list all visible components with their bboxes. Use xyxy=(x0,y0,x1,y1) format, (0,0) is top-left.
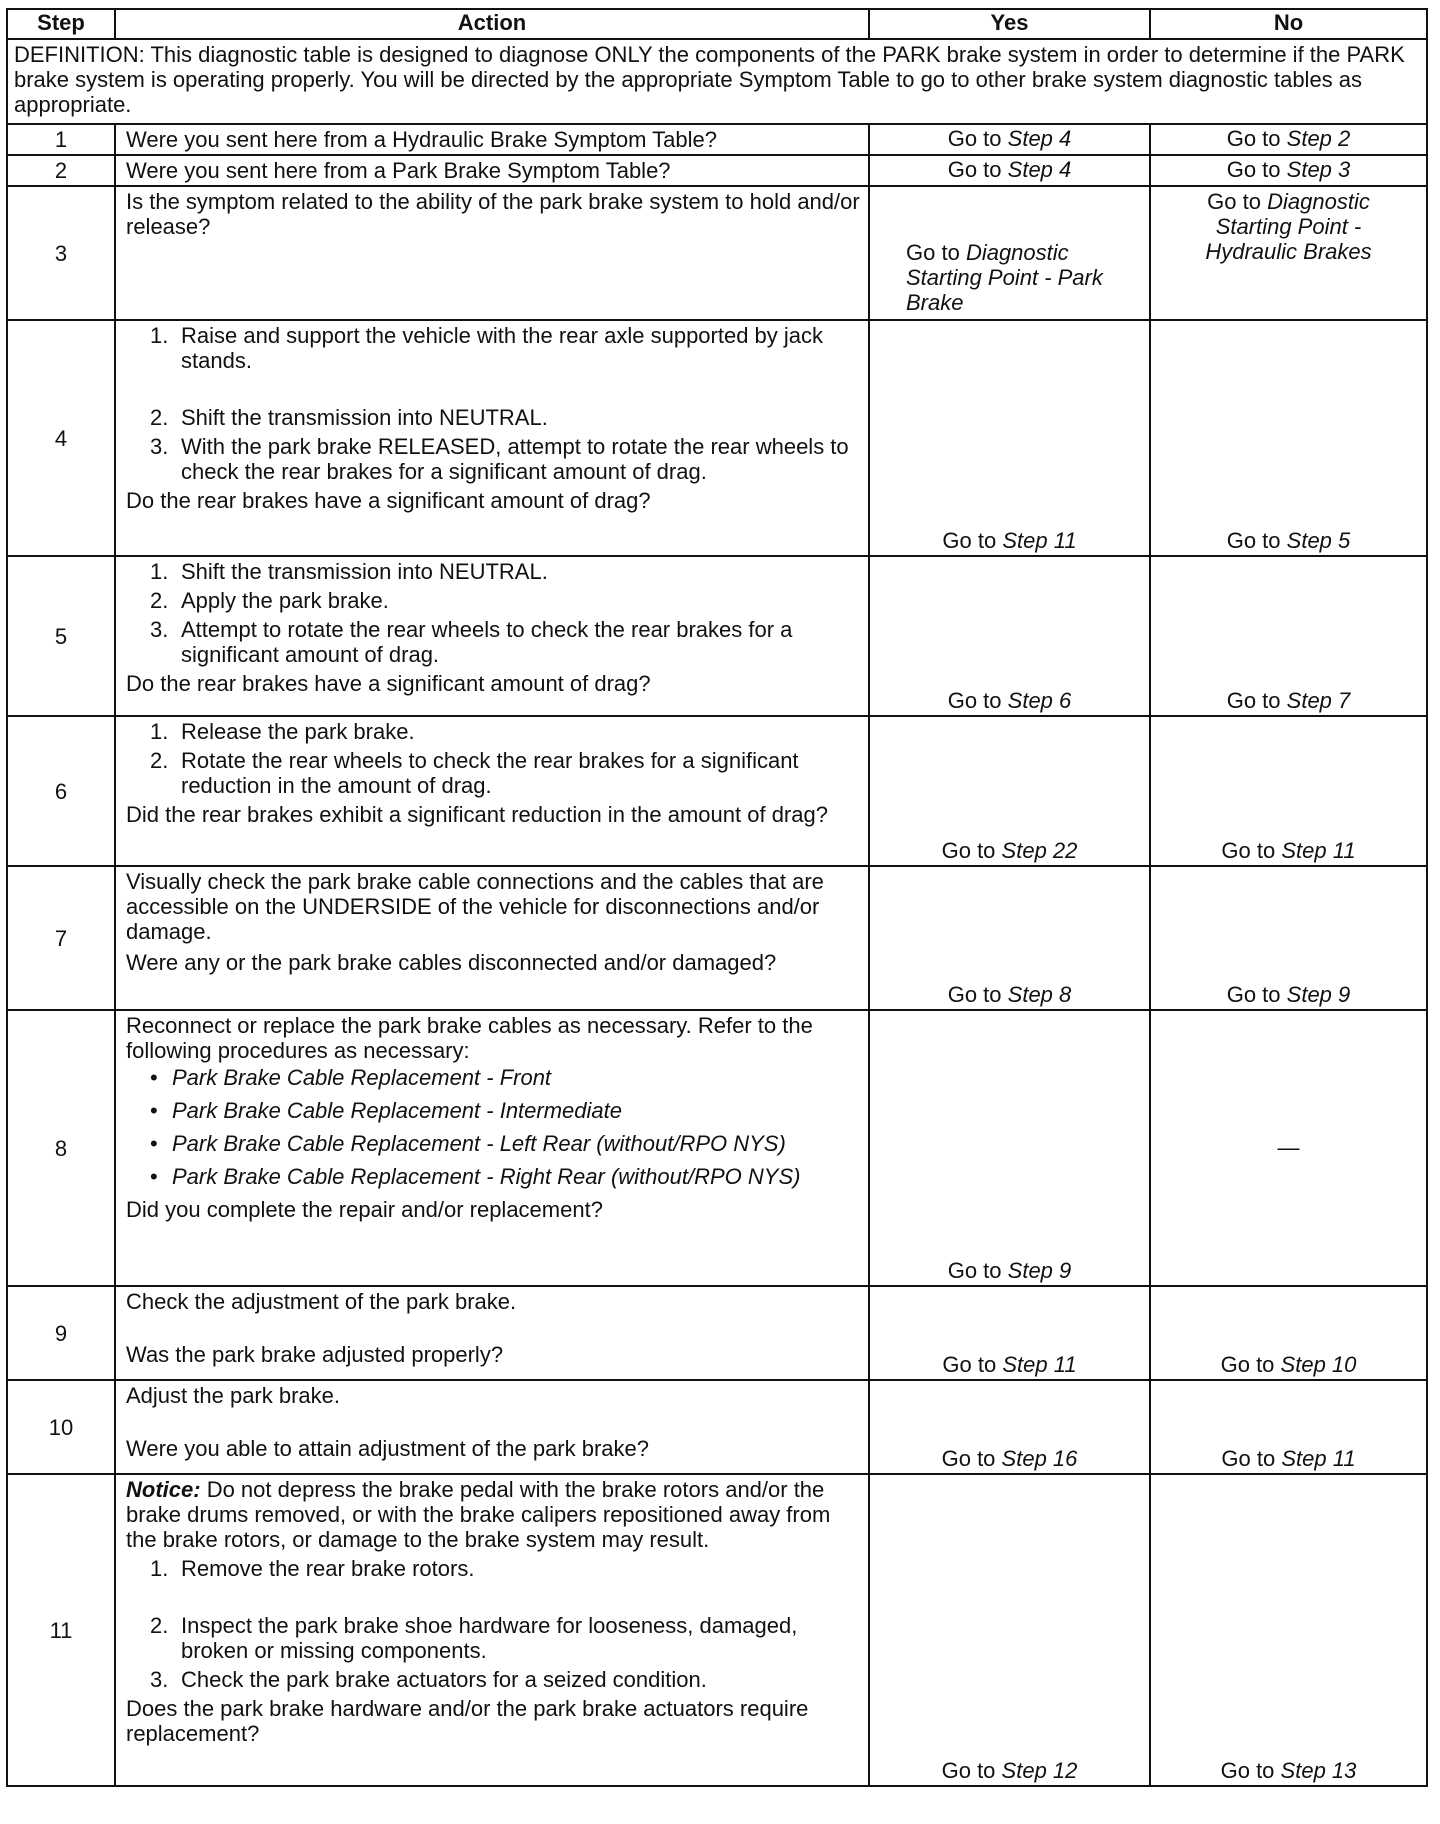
yes-result: Go to Step 8 xyxy=(869,866,1150,1010)
action-question: Do the rear brakes have a significant amount of drag? xyxy=(126,488,651,513)
list-item: 3. With the park brake RELEASED, attempt to rotate the rear wheels to check the rear brakes for a significant amount of drag. xyxy=(150,434,849,484)
definition-row xyxy=(7,39,1427,124)
procedure-reference-link[interactable]: • Park Brake Cable Replacement - Right Rear (without/RPO NYS) xyxy=(126,1164,860,1189)
action-question: Did the rear brakes exhibit a significant reduction in the amount of drag? xyxy=(126,802,828,827)
yes-step-link: Step 11 xyxy=(1002,528,1077,553)
table-row xyxy=(7,716,1427,866)
step-number: 1 xyxy=(7,124,115,155)
no-step-link: Step 3 xyxy=(1286,157,1351,182)
notice-label: Notice: xyxy=(126,1477,201,1502)
list-item: 2. Apply the park brake. xyxy=(150,588,389,613)
list-item: 1. Raise and support the vehicle with the rear axle supported by jack stands. xyxy=(150,323,824,373)
yes-step-link: Step 4 xyxy=(1007,126,1072,151)
step-number: 7 xyxy=(7,866,115,1010)
action-cell xyxy=(115,866,869,1010)
step-number: 4 xyxy=(7,320,115,556)
notice-text: Do not depress the brake pedal with the brake rotors and/or the brake drums removed, or with the brake calipers repositioned away from the brake rotors, or damage to the brake system may result. xyxy=(126,1477,831,1552)
yes-step-link: Step 11 xyxy=(1002,1352,1077,1377)
action-question: Were any or the park brake cables disconnected and/or damaged? xyxy=(126,950,777,975)
action-cell xyxy=(115,1380,869,1474)
step-number: 3 xyxy=(7,186,115,320)
step-number: 6 xyxy=(7,716,115,866)
yes-step-link: Step 4 xyxy=(1007,157,1072,182)
yes-step-link: Step 8 xyxy=(1007,982,1072,1007)
yes-result: Go to Step 4 xyxy=(869,155,1150,186)
no-step-link: Step 2 xyxy=(1286,126,1351,151)
procedure-reference-link[interactable]: • Park Brake Cable Replacement - Left Rear (without/RPO NYS) xyxy=(126,1131,860,1156)
yes-result: Go to Diagnostic Starting Point - Park Brake xyxy=(869,186,1150,320)
yes-step-link: Step 22 xyxy=(1001,838,1078,863)
procedure-list xyxy=(126,1556,860,1692)
header-no: No xyxy=(1150,9,1427,39)
table-row xyxy=(7,155,1427,186)
step-number: 9 xyxy=(7,1286,115,1380)
no-result: Go to Step 13 xyxy=(1150,1474,1427,1786)
procedure-reference-link[interactable]: • Park Brake Cable Replacement - Front xyxy=(126,1065,860,1090)
list-item: 1. Release the park brake. xyxy=(150,719,415,744)
no-step-link: Step 9 xyxy=(1286,982,1351,1007)
definition-text: DEFINITION: This diagnostic table is designed to diagnose ONLY the components of the PARK brake system in order to determine if the PARK brake system is operating properly. You will be directed by the appropriate Symptom Table to go to other brake system diagnostic tables as appropriate. xyxy=(7,39,1427,124)
no-step-link: Step 10 xyxy=(1280,1352,1357,1377)
no-result: Go to Step 5 xyxy=(1150,320,1427,556)
no-result: Go to Step 7 xyxy=(1150,556,1427,716)
procedure-list xyxy=(126,719,860,798)
action-instruction: Reconnect or replace the park brake cables as necessary. Refer to the following procedures as necessary: xyxy=(126,1013,813,1063)
no-result: Go to Step 2 xyxy=(1150,124,1427,155)
action-cell xyxy=(115,1474,869,1786)
list-item: 3. Check the park brake actuators for a seized condition. xyxy=(150,1667,707,1692)
no-result: Go to Step 9 xyxy=(1150,866,1427,1010)
yes-step-link: Step 6 xyxy=(1007,688,1072,713)
list-item: 1. Shift the transmission into NEUTRAL. xyxy=(150,559,548,584)
table-row xyxy=(7,866,1427,1010)
notice-block xyxy=(126,1477,860,1552)
no-step-link: Step 5 xyxy=(1286,528,1351,553)
header-action: Action xyxy=(115,9,869,39)
action-question: Is the symptom related to the ability of the park brake system to hold and/or release? xyxy=(115,186,869,320)
action-question: Does the park brake hardware and/or the park brake actuators require replacement? xyxy=(126,1696,809,1746)
header-step: Step xyxy=(7,9,115,39)
action-question: Do the rear brakes have a significant amount of drag? xyxy=(126,671,651,696)
yes-result: Go to Step 22 xyxy=(869,716,1150,866)
action-question: Were you sent here from a Hydraulic Brake Symptom Table? xyxy=(115,124,869,155)
procedure-reference-link[interactable]: • Park Brake Cable Replacement - Intermediate xyxy=(126,1098,860,1123)
no-step-link: Step 13 xyxy=(1280,1758,1357,1783)
step-number: 2 xyxy=(7,155,115,186)
table-row xyxy=(7,1474,1427,1786)
header-yes: Yes xyxy=(869,9,1150,39)
step-number: 10 xyxy=(7,1380,115,1474)
park-brake-diagnostic-table xyxy=(6,8,1428,1787)
action-question: Were you able to attain adjustment of the park brake? xyxy=(126,1436,650,1461)
no-step-link: Step 11 xyxy=(1281,838,1356,863)
no-result: Go to Step 11 xyxy=(1150,1380,1427,1474)
action-question: Was the park brake adjusted properly? xyxy=(126,1342,504,1367)
action-instruction: Visually check the park brake cable connections and the cables that are accessible on the UNDERSIDE of the vehicle for disconnections and/or damage. xyxy=(126,869,824,944)
yes-step-link: Step 9 xyxy=(1007,1258,1072,1283)
list-item: 2. Shift the transmission into NEUTRAL. xyxy=(150,405,548,430)
action-cell xyxy=(115,556,869,716)
yes-result: Go to Step 12 xyxy=(869,1474,1150,1786)
procedure-list xyxy=(126,323,860,484)
yes-step-link: Step 16 xyxy=(1001,1446,1078,1471)
diagnostic-document xyxy=(6,8,1426,1787)
table-row xyxy=(7,320,1427,556)
yes-step-link: Diagnostic Starting Point - Park Brake xyxy=(906,240,1103,315)
action-instruction: Adjust the park brake. xyxy=(126,1383,341,1408)
procedure-reference-list xyxy=(126,1065,860,1189)
procedure-list xyxy=(126,559,860,667)
list-item: 2. Inspect the park brake shoe hardware for looseness, damaged, broken or missing components. xyxy=(150,1613,798,1663)
list-item: 2. Rotate the rear wheels to check the rear brakes for a significant reduction in the amount of drag. xyxy=(150,748,799,798)
yes-step-link: Step 12 xyxy=(1001,1758,1078,1783)
yes-result: Go to Step 11 xyxy=(869,320,1150,556)
action-instruction: Check the adjustment of the park brake. xyxy=(126,1289,517,1314)
no-result: Go to Step 11 xyxy=(1150,716,1427,866)
list-item: 3. Attempt to rotate the rear wheels to check the rear brakes for a significant amount of drag. xyxy=(150,617,793,667)
yes-result: Go to Step 6 xyxy=(869,556,1150,716)
yes-result: Go to Step 4 xyxy=(869,124,1150,155)
no-result: Go to Diagnostic Starting Point - Hydraulic Brakes xyxy=(1150,186,1427,320)
yes-result: Go to Step 9 xyxy=(869,1010,1150,1286)
action-cell xyxy=(115,716,869,866)
no-result: Go to Step 10 xyxy=(1150,1286,1427,1380)
action-cell xyxy=(115,1010,869,1286)
table-row xyxy=(7,1010,1427,1286)
action-cell xyxy=(115,320,869,556)
no-step-link: Step 7 xyxy=(1286,688,1351,713)
no-step-link: Diagnostic Starting Point - Hydraulic Brakes xyxy=(1205,189,1372,264)
header-row xyxy=(7,9,1427,39)
table-row xyxy=(7,124,1427,155)
table-row xyxy=(7,1380,1427,1474)
no-result: Go to Step 3 xyxy=(1150,155,1427,186)
yes-result: Go to Step 11 xyxy=(869,1286,1150,1380)
action-question: Were you sent here from a Park Brake Symptom Table? xyxy=(115,155,869,186)
table-row xyxy=(7,1286,1427,1380)
step-number: 11 xyxy=(7,1474,115,1786)
no-step-link: Step 11 xyxy=(1281,1446,1356,1471)
no-result: — xyxy=(1150,1010,1427,1286)
table-row xyxy=(7,556,1427,716)
table-row xyxy=(7,186,1427,320)
step-number: 5 xyxy=(7,556,115,716)
yes-result: Go to Step 16 xyxy=(869,1380,1150,1474)
action-question: Did you complete the repair and/or replacement? xyxy=(126,1197,603,1222)
action-cell xyxy=(115,1286,869,1380)
list-item: 1. Remove the rear brake rotors. xyxy=(150,1556,475,1581)
step-number: 8 xyxy=(7,1010,115,1286)
